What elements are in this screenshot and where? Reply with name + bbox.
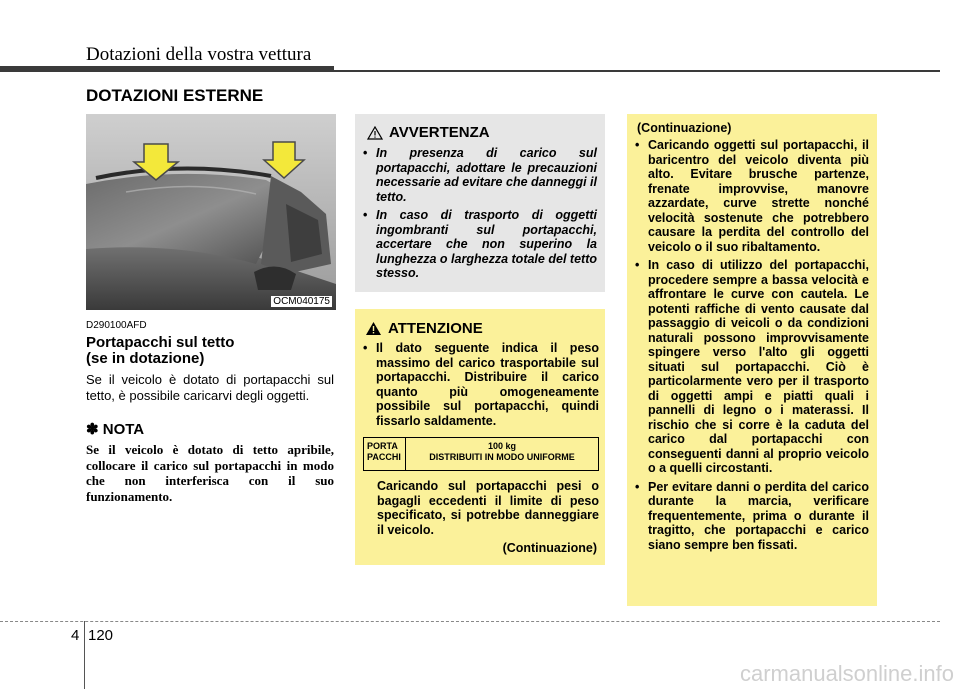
- subtitle-line: (se in dotazione): [86, 350, 205, 367]
- warning-item: • In presenza di carico sul portapacchi, adottare le precauzioni necessarie ad evitare che danneggi il tetto.: [363, 146, 597, 204]
- continuation-item: • Caricando oggetti sul portapacchi, il baricentro del veicolo diventa più alto. Evitare brusche partenze, frenate improvvise, manovre azzardate, curve strette nonché velocità sostenute che potrebbero causare la perdita del controllo del veicolo o il suo ribaltamento.: [635, 138, 869, 254]
- load-label-line: PACCHI: [367, 452, 401, 462]
- attention-box: [355, 309, 605, 565]
- load-table: [363, 437, 599, 471]
- load-value-line: 100 kg: [487, 441, 517, 451]
- note-text: Se il veicolo è dotato di tetto apribile, collocare il carico sul portapacchi in modo che non interferisca con il suo funzionamento.: [86, 442, 334, 504]
- load-label-line: PORTA: [367, 441, 398, 451]
- warning-triangle-icon: [367, 126, 383, 140]
- continuation-box: [627, 114, 877, 606]
- continuation-list: [635, 138, 869, 556]
- chapter-number: 4: [71, 627, 80, 644]
- car-illustration: [86, 114, 336, 310]
- running-header: Dotazioni della vostra vettura: [86, 44, 312, 65]
- load-value-line: DISTRIBUITI IN MODO UNIFORME: [429, 452, 575, 462]
- load-table-value: [406, 438, 598, 470]
- warning-list: [363, 146, 597, 285]
- continuation-item: • Per evitare danni o perdita del carico durante la marcia, verificare frequentemente, prima o durante il tragitto, che portapacchi e carico siano sempre ben fissati.: [635, 480, 869, 553]
- header-bar: [0, 66, 334, 72]
- continuation-title: (Continuazione): [637, 121, 732, 135]
- warning-title: AVVERTENZA: [389, 124, 490, 141]
- subtitle-line: Portapacchi sul tetto: [86, 334, 235, 351]
- section-code: D290100AFD: [86, 320, 147, 331]
- footer-rule: [0, 621, 940, 622]
- footer-divider: [84, 621, 85, 689]
- figure-caption: OCM040175: [273, 296, 330, 307]
- caution-triangle-icon: [365, 321, 382, 336]
- subsection-title: [86, 335, 234, 367]
- warning-box: [355, 114, 605, 292]
- page-number: 120: [88, 627, 114, 644]
- continuation-item: • In caso di utilizzo del portapacchi, procedere sempre a bassa velocità e affrontare le curve con cautela. Le potenti raffiche di vento causate dal passaggio di veicoli o da condizioni naturali possono improvvisamente spingere verso l'alto gli oggetti situati sul portapacchi. Ciò è particolarmente vero per il trasporto di oggetti ampi e piatti quali i pannelli di legno o i materassi. Il rischio che si corre è la caduta del carico dal portapacchi con conseguenti danni al proprio veicolo o a quelli circostanti.: [635, 258, 869, 476]
- warning-item: • In caso di trasporto di oggetti ingombranti sul portapacchi, accertare che non superino la lunghezza o larghezza totale del tetto stesso.: [363, 208, 597, 281]
- car-roof-photo: [86, 114, 336, 310]
- section-title: DOTAZIONI ESTERNE: [86, 86, 264, 105]
- attention-heading: [365, 320, 483, 337]
- attention-list: [363, 341, 599, 428]
- load-table-label: [364, 438, 406, 470]
- body-paragraph: Se il veicolo è dotato di portapacchi sul tetto, è possibile caricarvi degli oggetti.: [86, 372, 334, 403]
- watermark: carmanualsonline.info: [739, 661, 954, 686]
- attention-title: ATTENZIONE: [388, 320, 483, 337]
- header-rule: [334, 70, 940, 72]
- attention-text: Caricando sul portapacchi pesi o bagagli eccedenti il limite di peso specificato, si potrebbe danneggiare il veicolo.: [377, 479, 599, 537]
- continued-label: (Continuazione): [502, 541, 597, 555]
- warning-heading: [367, 124, 490, 141]
- note-title: ✽ NOTA: [86, 421, 145, 438]
- attention-item: • Il dato seguente indica il peso massimo del carico trasportabile sul portapacchi. Distribuire il carico quanto più omogeneamente possibile sul portapacchi, quindi fissarlo saldamente.: [363, 341, 599, 428]
